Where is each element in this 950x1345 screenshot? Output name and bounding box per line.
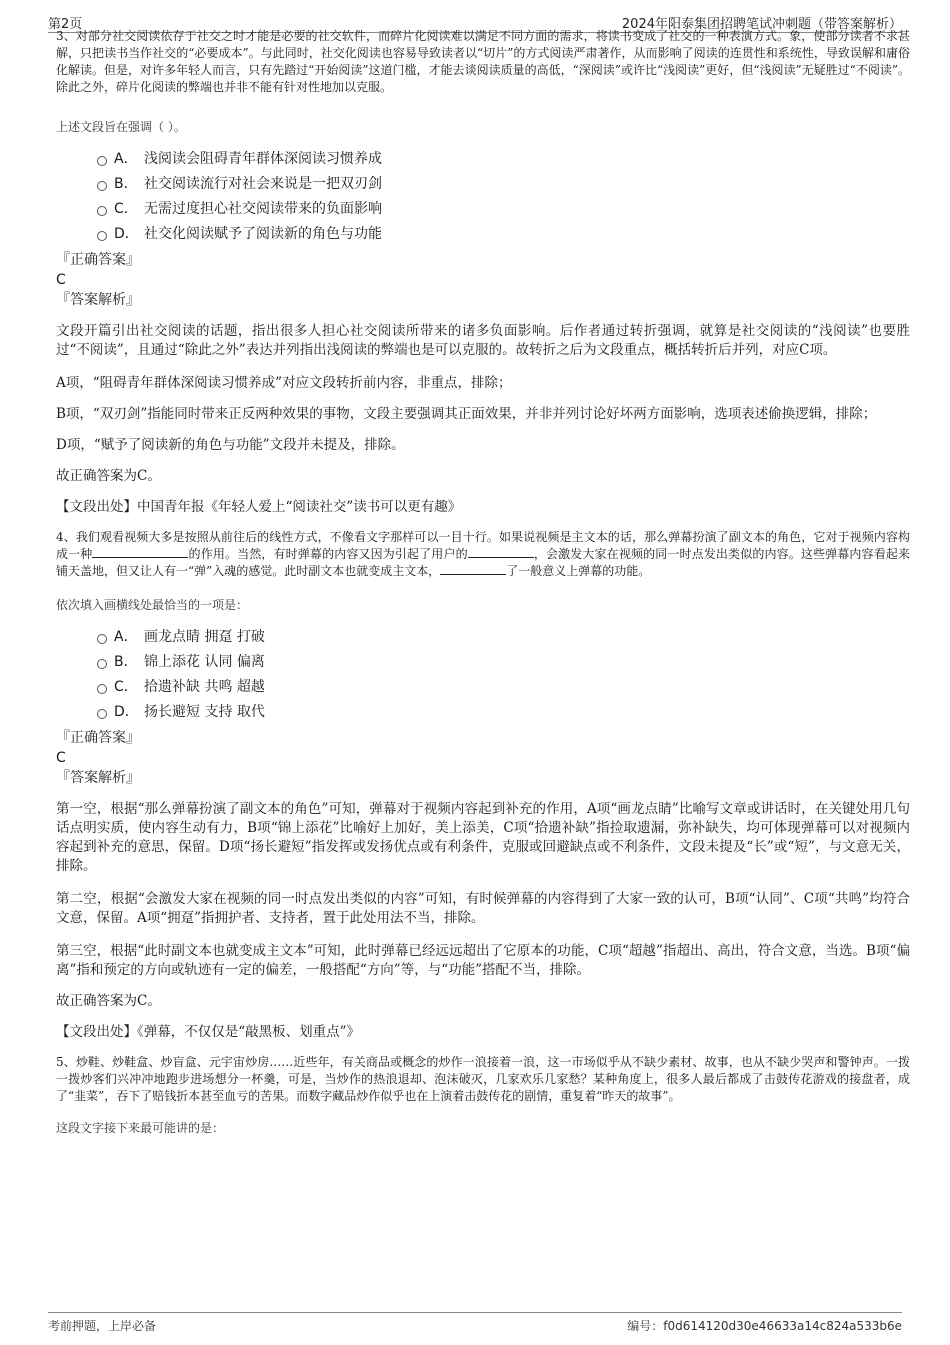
page-content	[56, 29, 910, 1137]
q4-passage: 4、我们观看视频大多是按照从前往后的线性方式，不像看文字那样可以一目十行。如果说视频是主文本的话，那么弹幕扮演了副文本的角色，它对于视频内容构成一种 的作用。当然，有时弹幕的内容又因为引起了用户的 ，会激发大家在视频的同一时点发出类似的内容。这些弹幕内容看起来铺天盖地，但又让人有一“弹”入魂的感觉。此时副文本也就变成主文本， 了一般意义上弹幕的功能。	[56, 530, 910, 578]
q3-source: 【文段出处】中国青年报《年轻人爱上“阅读社交”读书可以更有趣》	[56, 499, 462, 515]
q4-options	[56, 625, 910, 725]
radio-icon[interactable]	[97, 206, 107, 216]
q4-answer: C	[56, 750, 66, 766]
blank-3	[440, 563, 506, 575]
q4-option-b[interactable]: B． 锦上添花 认同 偏离	[56, 650, 910, 675]
q4-prompt: 依次填入画横线处最恰当的一项是：	[56, 598, 249, 612]
blank-1	[92, 546, 188, 558]
page-footer	[48, 1312, 902, 1335]
q4-analysis-label: 『答案解析』	[56, 770, 140, 786]
q3-option-d[interactable]: D． 社交化阅读赋予了阅读新的角色与功能	[56, 222, 910, 247]
radio-icon[interactable]	[97, 684, 107, 694]
document-id: 编号：f0d614120d30e46633a14c824a533b6e	[627, 1319, 902, 1333]
q4-answer-label: 『正确答案』	[56, 730, 140, 746]
radio-icon[interactable]	[97, 181, 107, 191]
q3-explanation-2: A项，“阻碍青年群体深阅读习惯养成”对应文段转折前内容，非重点，排除；	[56, 375, 512, 391]
document-title: 2024年阳泰集团招聘笔试冲刺题（带答案解析）	[621, 17, 902, 32]
q3-analysis-label: 『答案解析』	[56, 292, 140, 308]
q3-explanation-3: B项，“双刃剑”指能同时带来正反两种效果的事物，文段主要强调其正面效果，并非并列讨论好坏两方面影响，选项表述偷换逻辑，排除；	[56, 406, 877, 422]
q5-passage: 5、炒鞋、炒鞋盒、炒盲盒、元宇宙炒房……近些年，有关商品或概念的炒作一浪接着一浪，这一市场似乎从不缺少素材、故事，也从不缺少哭声和警钟声。一拨一拨炒客们兴冲冲地跑步进场想分一杯羹，可是，当炒作的热浪退却、泡沫破灭，几家欢乐几家愁？某种角度上，很多人最后都成了击鼓传花游戏的接盘者，成了“韭菜”，吞下了赔钱折本甚至血亏的苦果。而数字藏品炒作似乎也在上演着击鼓传花的剧情，重复着“昨天的故事”。	[56, 1055, 910, 1103]
page-number: 第2页	[48, 17, 83, 32]
q3-answer-label: 『正确答案』	[56, 252, 140, 268]
q3-options	[56, 147, 910, 247]
radio-icon[interactable]	[97, 231, 107, 241]
q4-option-d[interactable]: D． 扬长避短 支持 取代	[56, 700, 910, 725]
q3-option-b[interactable]: B． 社交阅读流行对社会来说是一把双刃剑	[56, 172, 910, 197]
q4-source: 【文段出处】《弹幕，不仅仅是“敲黑板、划重点”》	[56, 1024, 361, 1040]
q3-prompt: 上述文段旨在强调（ ）。	[56, 120, 186, 134]
q3-option-a[interactable]: A． 浅阅读会阻碍青年群体深阅读习惯养成	[56, 147, 910, 172]
q3-explanation-4: D项，“赋予了阅读新的角色与功能”文段并未提及，排除。	[56, 437, 405, 453]
q4-explanation-2: 第二空，根据“会激发大家在视频的同一时点发出类似的内容”可知，有时候弹幕的内容得到了大家一致的认可，B项“认同”、C项“共鸣”均符合文意，保留。A项“拥趸”指拥护者、支持者，置于此处用法不当，排除。	[56, 891, 910, 926]
footer-slogan: 考前押题，上岸必备	[48, 1319, 157, 1333]
q5-prompt: 这段文字接下来最可能讲的是：	[56, 1121, 225, 1135]
q3-option-c[interactable]: C． 无需过度担心社交阅读带来的负面影响	[56, 197, 910, 222]
radio-icon[interactable]	[97, 659, 107, 669]
blank-2	[468, 546, 534, 558]
q4-option-c[interactable]: C． 拾遗补缺 共鸣 超越	[56, 675, 910, 700]
radio-icon[interactable]	[97, 634, 107, 644]
q3-passage: 3、对部分社交阅读依存于社交之时才能是必要的社交软件，而碎片化阅读难以满足不同方面的需求，将读书变成了社交的一种表演方式。象，使部分读者不求甚解，只把读书当作社交的“必要成本”。与此同时，社交化阅读也容易导致读者以“切片”的方式阅读严肃著作，从而影响了阅读的连贯性和系统性，导致误解和庸俗化解读。但是，对许多年轻人而言，只有先踏过“开始阅读”这道门槛，才能去谈阅读质量的高低，“深阅读”或许比“浅阅读”更好，但“浅阅读”无疑胜过“不阅读”。除此之外，碎片化阅读的弊端也并非不能有针对性地加以克服。	[56, 29, 910, 94]
q4-explanation-1: 第一空，根据“那么弹幕扮演了副文本的角色”可知，弹幕对于视频内容起到补充的作用，A项“画龙点睛”比喻写文章或讲话时，在关键处用几句话点明实质，使内容生动有力，B项“锦上添花”比喻好上加好，美上添美，C项“拾遗补缺”指捡取遗漏，弥补缺失，均可体现弹幕可以对视频内容起到补充的意思，保留。D项“扬长避短”指发挥或发扬优点或有利条件，克服或回避缺点或不利条件，文段未提及“长”或“短”，与文意无关，排除。	[56, 801, 910, 874]
q3-answer: C	[56, 272, 66, 288]
q3-conclusion: 故正确答案为C。	[56, 468, 161, 484]
q4-conclusion: 故正确答案为C。	[56, 993, 161, 1009]
q4-explanation-3: 第三空，根据“此时副文本也就变成主文本”可知，此时弹幕已经远远超出了它原本的功能，C项“超越”指超出、高出，符合文意，当选。B项“偏离”指和预定的方向或轨迹有一定的偏差，一般搭配“方向”等，与“功能”搭配不当，排除。	[56, 943, 910, 978]
radio-icon[interactable]	[97, 709, 107, 719]
q4-option-a[interactable]: A． 画龙点睛 拥趸 打破	[56, 625, 910, 650]
radio-icon[interactable]	[97, 156, 107, 166]
q3-explanation-1: 文段开篇引出社交阅读的话题，指出很多人担心社交阅读所带来的诸多负面影响。后作者通过转折强调，就算是社交阅读的“浅阅读”也要胜过“不阅读”，且通过“除此之外”表达并列指出浅阅读的弊端也是可以克服的。故转折之后为文段重点，概括转折后并列，对应C项。	[56, 323, 910, 358]
